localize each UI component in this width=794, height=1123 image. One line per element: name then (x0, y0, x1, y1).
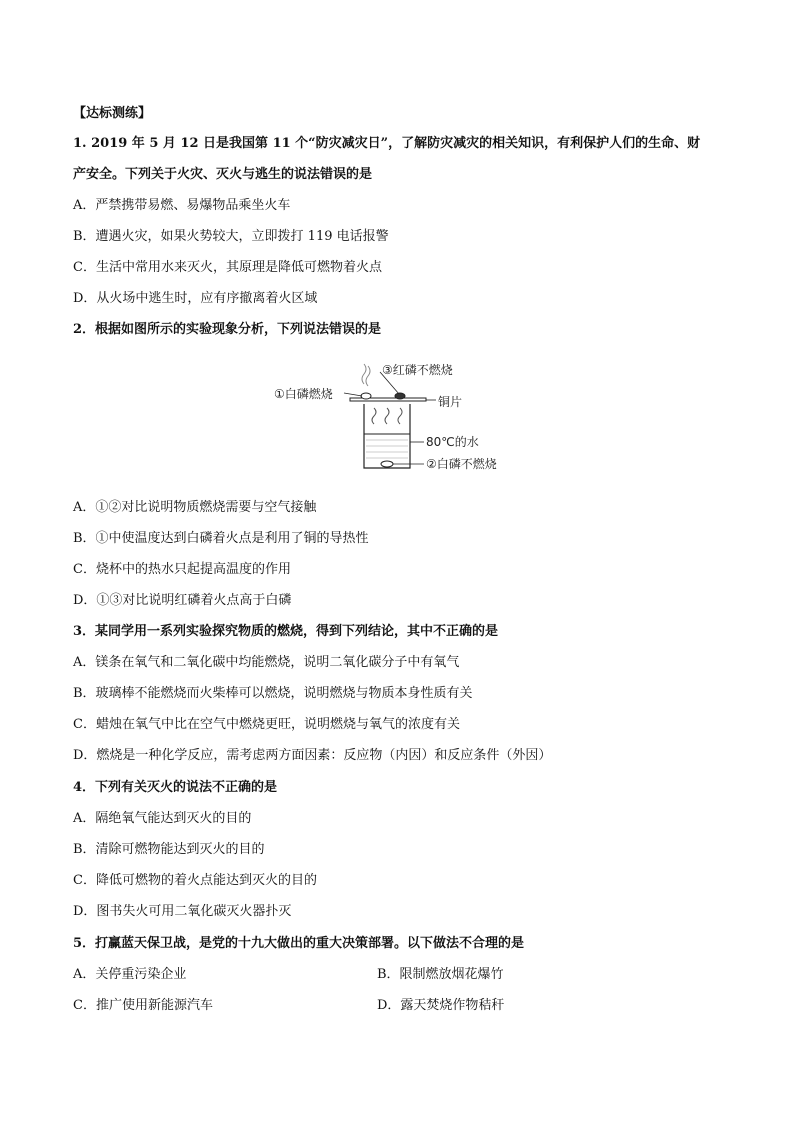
q3-option-c: C．蜡烛在氧气中比在空气中燃烧更旺，说明燃烧与氧气的浓度有关 (73, 717, 460, 732)
q1-stem-line1: 1. 2019 年 5 月 12 日是我国第 11 个“防灾减灾日”，了解防灾减灾的相关知识，有利保护人们的生命、财 (73, 136, 701, 151)
q3-stem: 3．某同学用一系列实验探究物质的燃烧，得到下列结论，其中不正确的是 (73, 624, 499, 639)
q3-option-a: A．镁条在氧气和二氧化碳中均能燃烧，说明二氧化碳分子中有氧气 (73, 655, 460, 670)
q5-stem: 5．打赢蓝天保卫战，是党的十九大做出的重大决策部署。以下做法不合理的是 (73, 936, 525, 951)
q2-option-d: D．①③对比说明红磷着火点高于白磷 (73, 593, 292, 608)
q4-stem: 4．下列有关灭火的说法不正确的是 (73, 780, 278, 795)
q1-stem-line2: 产安全。下列关于火灾、灭火与逃生的说法错误的是 (73, 167, 373, 182)
red-phosphorus-shape (395, 393, 405, 399)
q5-option-c: C．推广使用新能源汽车 (73, 998, 213, 1013)
q1-option-c: C．生活中常用水来灭火，其原理是降低可燃物着火点 (73, 260, 382, 275)
q4-option-c: C．降低可燃物的着火点能达到灭火的目的 (73, 873, 317, 888)
q1-option-b: B．遭遇火灾，如果火势较大，立即拨打 119 电话报警 (73, 229, 389, 244)
white-phosphorus-burning-shape (361, 393, 371, 399)
smoke-icon (362, 364, 366, 384)
beaker-shape (364, 404, 410, 468)
q2-option-a: A．①②对比说明物质燃烧需要与空气接触 (73, 500, 317, 515)
q3-option-d: D．燃烧是一种化学反应，需考虑两方面因素：反应物（内因）和反应条件（外因） (73, 748, 552, 763)
q5-option-b: B．限制燃放烟花爆竹 (377, 967, 504, 982)
q3-option-b: B．玻璃棒不能燃烧而火柴棒可以燃烧，说明燃烧与物质本身性质有关 (73, 686, 473, 701)
section-title: 【达标测练】 (73, 106, 152, 121)
smoke-icon (366, 366, 370, 386)
q5-option-a: A．关停重污染企业 (73, 967, 187, 982)
q2-option-b: B．①中使温度达到白磷着火点是利用了铜的导热性 (73, 531, 369, 546)
label-hot-water: 80℃的水 (426, 435, 479, 449)
q1-option-a: A．严禁携带易燃、易爆物品乘坐火车 (73, 198, 291, 213)
q1-option-d: D．从火场中逃生时，应有序撤离着火区域 (73, 291, 318, 306)
q4-option-b: B．清除可燃物能达到灭火的目的 (73, 842, 265, 857)
label-white-phosphorus-burning: ①白磷燃烧 (274, 387, 333, 401)
q4-option-a: A．隔绝氧气能达到灭火的目的 (73, 811, 252, 826)
label-red-phosphorus: ③红磷不燃烧 (382, 363, 453, 377)
label-white-phosphorus-not-burning: ②白磷不燃烧 (426, 457, 497, 471)
white-phosphorus-underwater-shape (381, 461, 393, 467)
label-copper-sheet: 铜片 (438, 395, 463, 409)
q2-option-c: C．烧杯中的热水只起提高温度的作用 (73, 562, 291, 577)
q5-option-d: D．露天焚烧作物秸秆 (377, 998, 505, 1013)
phosphorus-combustion-diagram (268, 360, 528, 480)
q4-option-d: D．图书失火可用二氧化碳灭火器扑灭 (73, 904, 292, 919)
q2-stem: 2．根据如图所示的实验现象分析，下列说法错误的是 (73, 322, 382, 337)
copper-sheet-shape (350, 398, 426, 401)
